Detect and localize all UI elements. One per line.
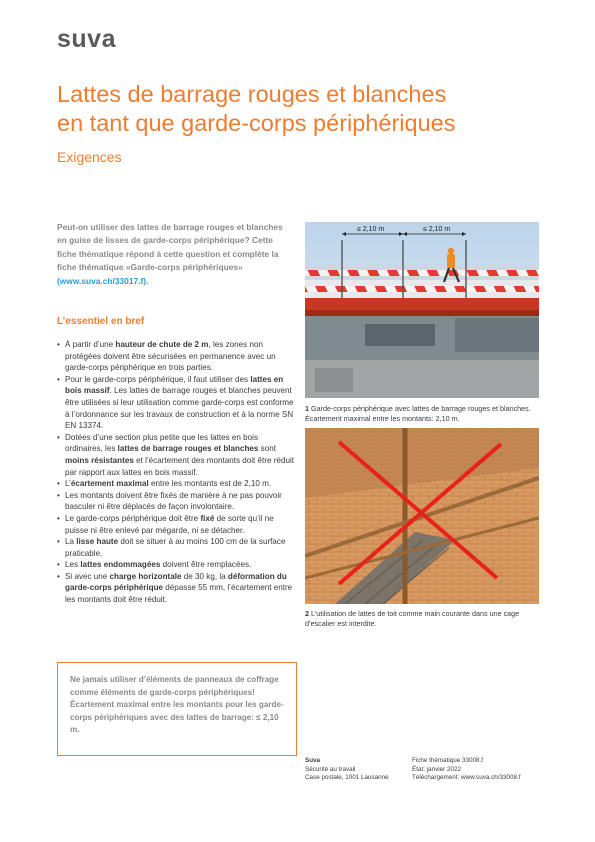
bullet-text: Dotées d’une section plus petite que les lattes en bois ordinaires, les [65, 432, 259, 454]
essentials-heading: L’essentiel en bref [57, 316, 145, 327]
title-line-1: Lattes de barrage rouges et blanches [57, 81, 447, 107]
bullet-text: doivent être remplacées. [160, 560, 252, 570]
bullet-text: de sorte qu’il ne puisse ni être enlevé par mégarde, ni se détacher. [65, 513, 274, 535]
essentials-list [57, 339, 297, 606]
bullet-emphasis: lisse haute [76, 537, 119, 547]
footer-doc-status: État: janvier 2022 [412, 765, 462, 773]
footer-org-name: Suva [305, 757, 321, 764]
bullet-text: Le garde-corps périphérique doit être [65, 513, 201, 523]
warning-box [57, 662, 297, 756]
bullet-emphasis: charge horizontale [109, 571, 182, 581]
figure-1-caption-text: Garde-corps périphérique avec lattes de barrage rouges et blanches. Écartement maximal entre les montants: 2,10 m. [305, 404, 531, 423]
guardrail-photo [305, 222, 539, 398]
title-line-2: en tant que garde-corps périphériques [57, 110, 456, 136]
bullet-text: Les montants doivent être fixés de manière à ne pas pouvoir basculer ni être déplacés de façon involontaire. [65, 490, 282, 512]
list-item [57, 432, 297, 478]
bullet-emphasis: écartement maximal [70, 479, 149, 489]
footer-doc-number: Fiche thématique 33008.f [412, 757, 484, 764]
bullet-text: entre les montants est de 2,10 m. [148, 479, 272, 489]
footer-org-department: Sécurité au travail [305, 765, 356, 773]
bullet-emphasis: lattes endommagées [80, 560, 161, 570]
bullet-text: de 30 kg, la [181, 571, 228, 581]
bullet-text: doit se situer à au moins 100 cm de la surface praticable. [65, 537, 286, 558]
list-item [57, 490, 297, 513]
figure-1-caption [305, 404, 539, 423]
bullet-text: , les zones non protégées doivent être sécurisées en permanence avec un garde-corps périphérique en trois parties. [65, 340, 276, 373]
figure-2-number: 2 [305, 609, 309, 618]
list-item [57, 478, 297, 490]
dimension-label-1: ≤ 2,10 m [357, 226, 385, 233]
intro-end: . [146, 275, 149, 286]
bullet-text: dépasse 55 mm, l’écartement entre les montants doit être réduit. [65, 583, 293, 605]
list-item [57, 536, 297, 559]
figure-1-number: 1 [305, 404, 309, 413]
bullet-text: sont [258, 444, 276, 454]
list-item [57, 513, 297, 536]
warning-line-1: Ne jamais utiliser d’éléments de panneaux de coffrage comme éléments de garde-corps périphériques! [70, 675, 279, 697]
footer-publisher [305, 757, 389, 783]
figure-2-caption [305, 609, 539, 628]
bullet-text: La [65, 537, 77, 547]
footer-download-link[interactable]: Téléchargement: www.suva.ch/33008.f [412, 774, 521, 782]
dimension-label-2: ≤ 2,10 m [423, 226, 451, 233]
bullet-emphasis: moins résistantes [65, 455, 134, 465]
bullet-text: . Les lattes de barrage rouges et blanches peuvent être utilisées si leur utilisation comme garde-corps est conforme à l’ordonnance sur les travaux de construction et à la norme SN EN 13374. [65, 386, 294, 431]
intro-paragraph [57, 221, 293, 288]
fact-sheet-link[interactable]: (www.suva.ch/33017.f) [57, 275, 147, 286]
list-item [57, 571, 297, 606]
footer-org-address: Case postale, 1001 Lausanne [305, 774, 389, 782]
bullet-text: Si avec une [65, 571, 110, 581]
warning-line-2: Écartement maximal entre les montants pour les garde-corps périphériques avec des lattes de barrage: ≤ 2,10 m. [70, 700, 284, 735]
bullet-emphasis: hauteur de chute de 2 m [115, 340, 209, 349]
list-item [57, 374, 297, 432]
footer-document-info [412, 757, 521, 783]
list-item [57, 339, 297, 374]
bullet-text: À partir d’une [65, 340, 116, 349]
stairwell-photo [305, 428, 539, 604]
bullet-emphasis: déformation du garde-corps périphérique [65, 571, 287, 593]
suva-logo: suva [57, 25, 116, 53]
guardrail-photo-drawing [305, 222, 539, 398]
page-title [57, 80, 557, 138]
intro-text: Peut-on utiliser des lattes de barrage rouges et blanches en guise de lisses de garde-corps périphérique? Cette fiche thématique répond à cette question et complète la fiche thématique «Garde-corps périphériques» [57, 222, 283, 273]
bullet-emphasis: fixé [200, 513, 215, 523]
bullet-text: L’ [65, 479, 71, 489]
bullet-text: et l’écartement des montants doit être réduit par rapport aux lattes en bois massif. [65, 455, 294, 477]
page-subtitle: Exigences [57, 149, 122, 165]
bullet-text: Pour le garde-corps périphérique, il faut utiliser des [65, 374, 251, 384]
bullet-text: Les [65, 560, 81, 570]
list-item [57, 559, 297, 571]
bullet-emphasis: lattes de barrage rouges et blanches [117, 444, 259, 454]
figure-2-caption-text: L’utilisation de lattes de toit comme main courante dans une cage d’escalier est interdite. [305, 609, 520, 628]
bullet-emphasis: lattes en bois massif [65, 374, 284, 396]
stairwell-photo-drawing [305, 428, 539, 604]
